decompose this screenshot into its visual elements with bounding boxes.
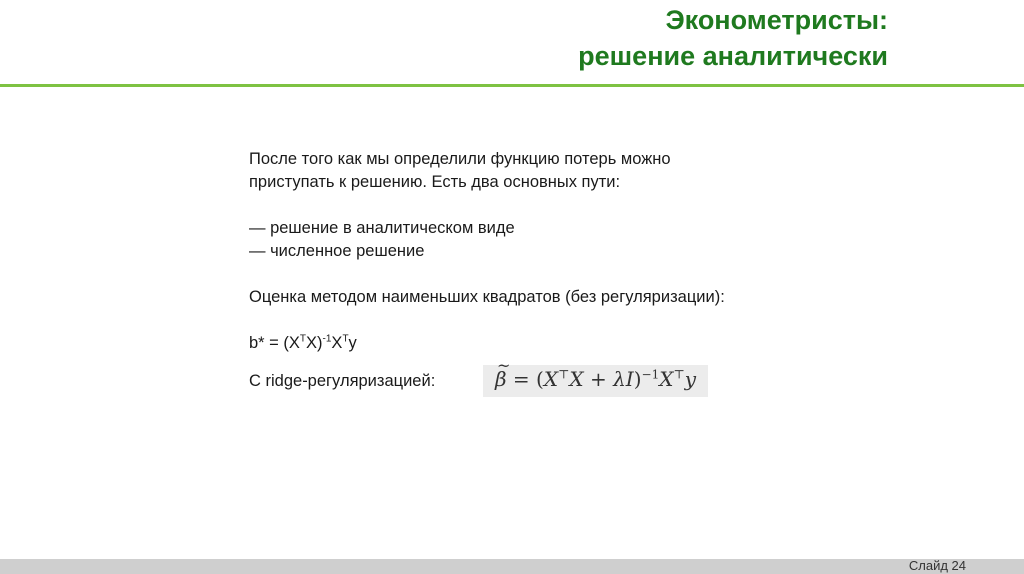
slide-number: Слайд 24 (908, 558, 966, 573)
ols-heading: Оценка методом наименьших квадратов (без регуляризации): (249, 288, 725, 306)
intro-line-2: приступать к решению. Есть два основных пути: (249, 173, 621, 191)
slide-title (578, 2, 888, 74)
ridge-formula-image: ~ $\beta = (X^⊤X + \lambda I)^{-1}X^⊤y$ (483, 365, 708, 397)
slide-body (249, 148, 849, 397)
ols-formula: $b* = (X^TX)^{-1}X^Ty$ (249, 333, 357, 352)
intro-line-1: После того как мы определили функцию потерь можно (249, 150, 671, 168)
bullet-numeric: — численное решение (249, 242, 425, 260)
footer-bar (0, 559, 1024, 574)
ridge-row (249, 365, 849, 397)
title-line-2: решение аналитически (578, 41, 888, 71)
bullet-analytic: — решение в аналитическом виде (249, 219, 515, 237)
title-line-1: Эконометристы: (665, 5, 888, 35)
title-divider (0, 84, 1024, 87)
ridge-label: С ridge-регуляризацией: (249, 371, 436, 390)
